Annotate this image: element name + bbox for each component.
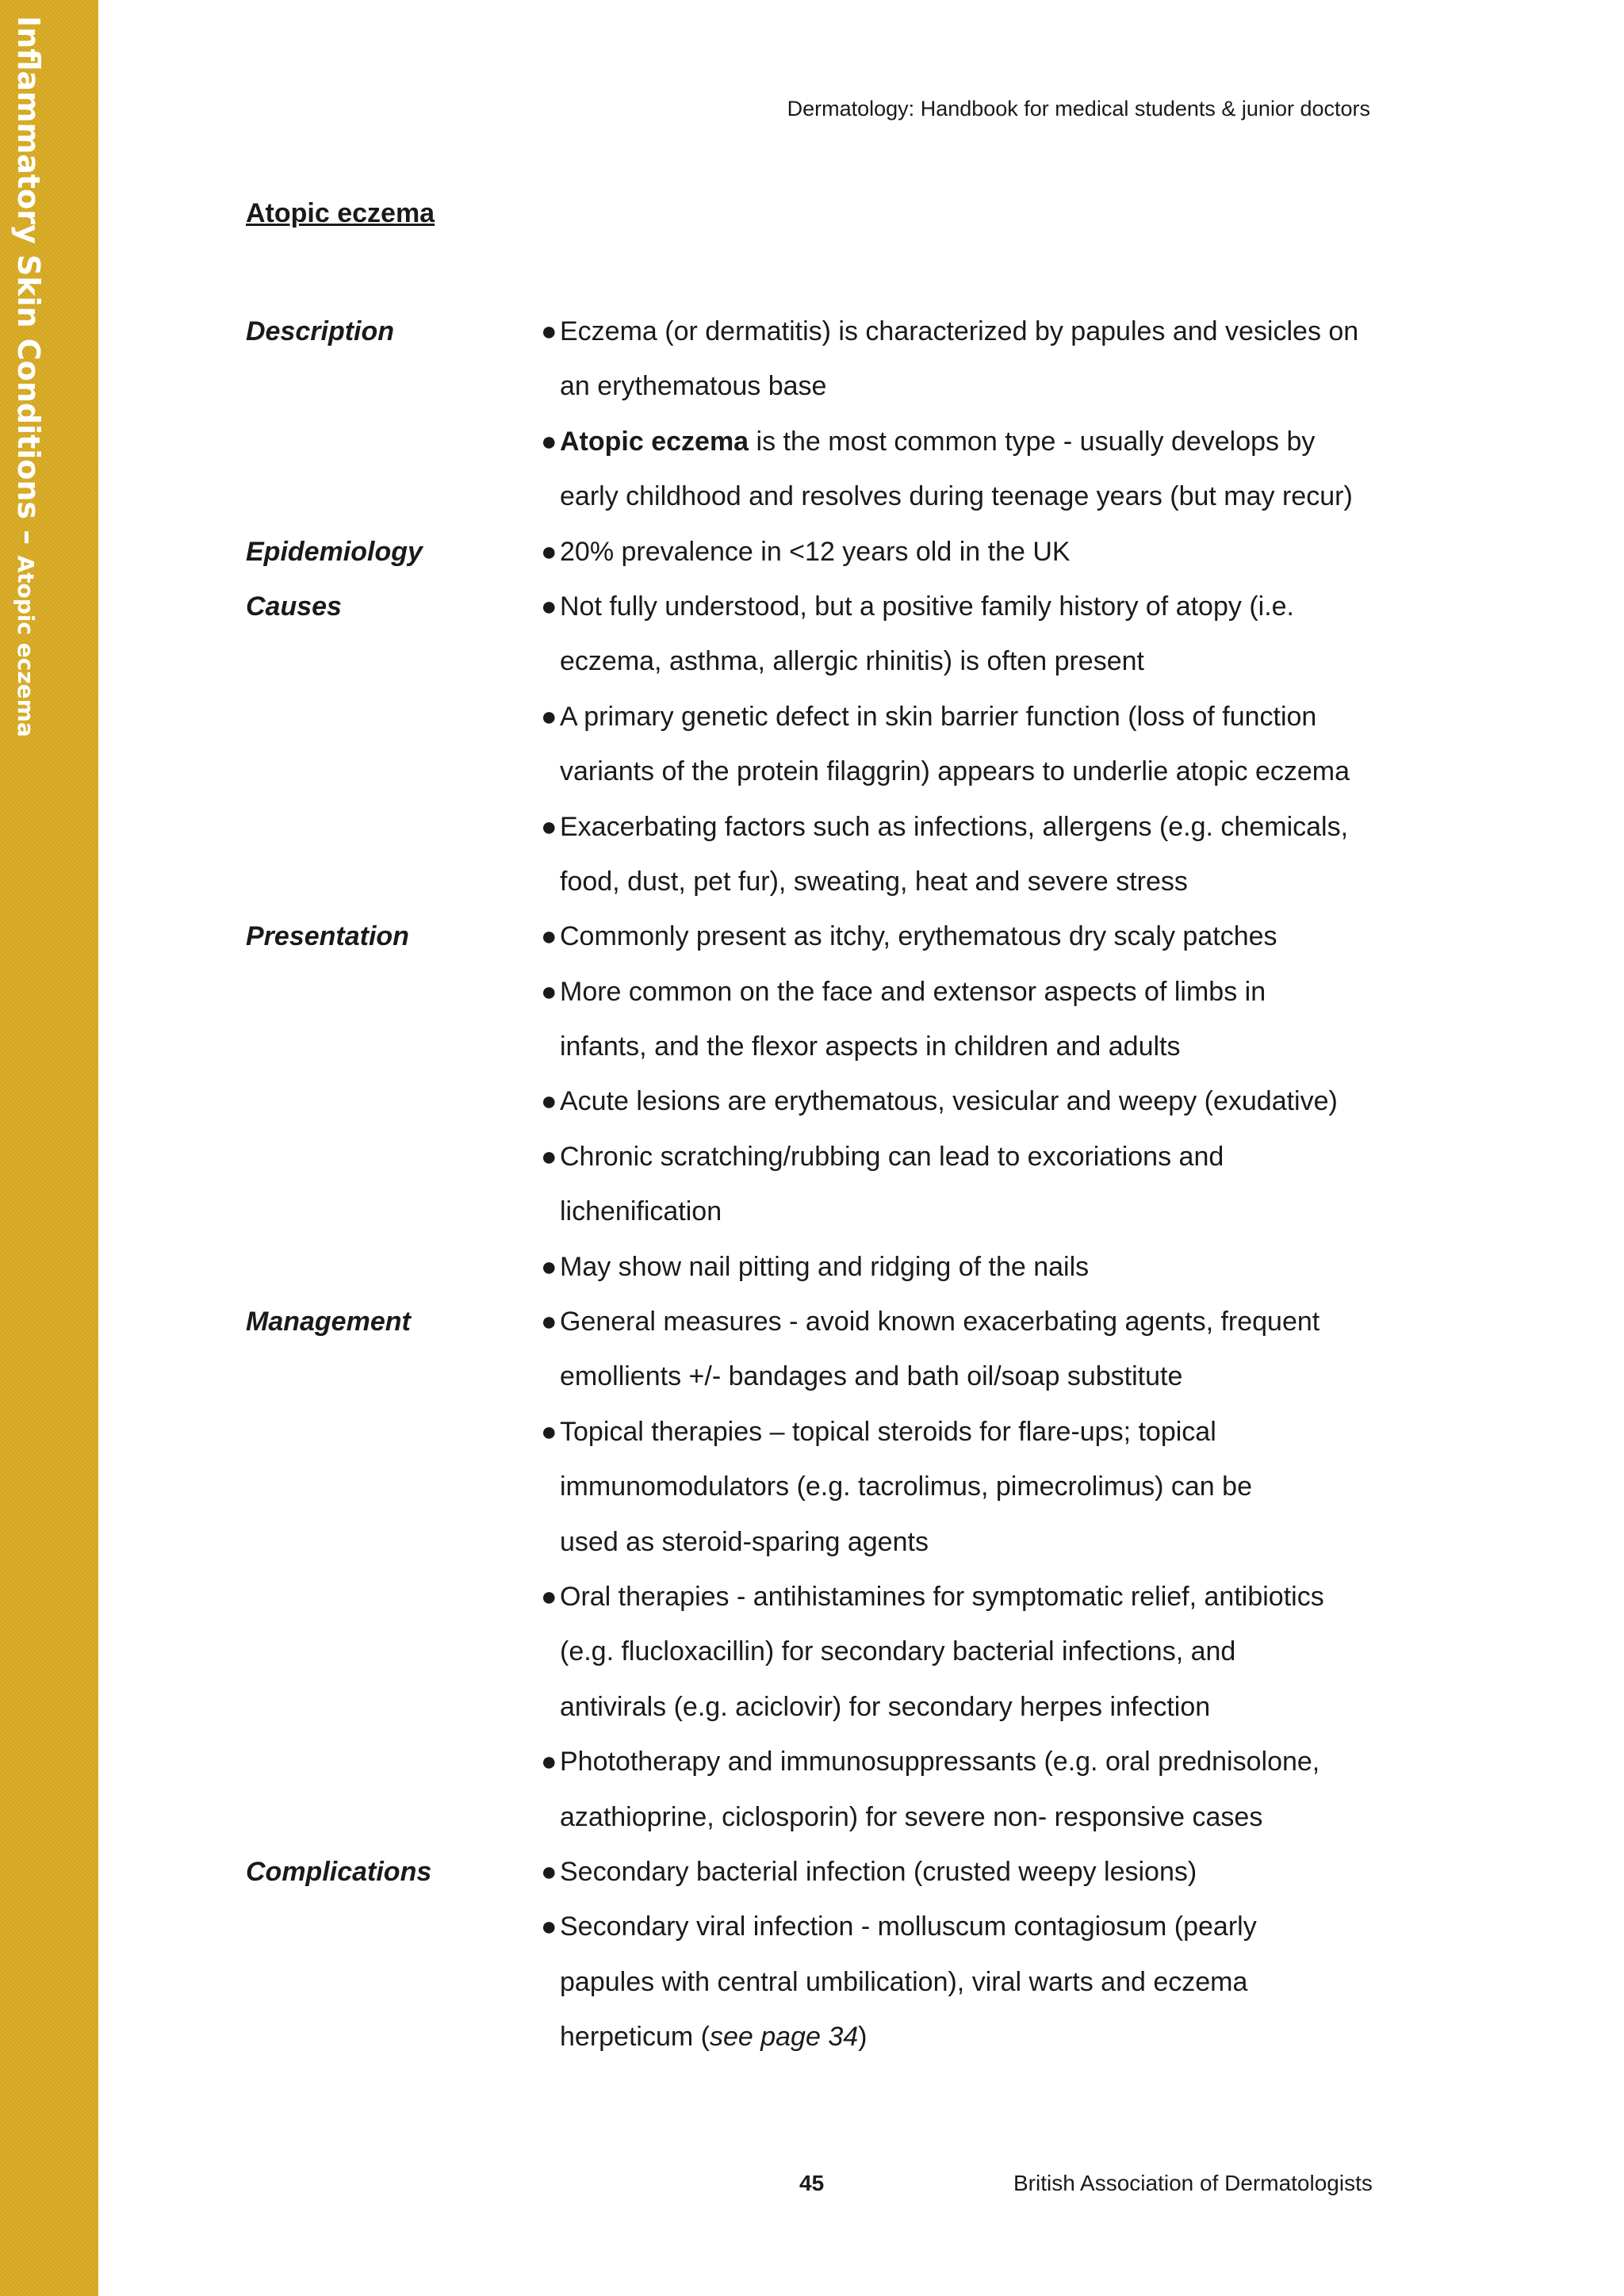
line-text-body: 20% prevalence in <12 years old in the UK xyxy=(560,536,1071,567)
content-line xyxy=(246,580,1388,634)
bullet-icon: ● xyxy=(541,1416,557,1447)
line-text-body: Acute lesions are erythematous, vesicular and weepy (exudative) xyxy=(560,1086,1338,1117)
content-line xyxy=(246,634,1388,689)
line-text-body: is the most common type - usually develops by xyxy=(749,426,1316,457)
line-text xyxy=(560,359,826,414)
line-text-body: food, dust, pet fur), sweating, heat and severe stress xyxy=(560,866,1188,897)
content-line xyxy=(246,1349,1388,1404)
line-text-body: More common on the face and extensor aspects of limbs in xyxy=(560,976,1266,1007)
line-text xyxy=(560,1680,1210,1735)
bullet-icon: ● xyxy=(541,921,557,952)
bullet-icon: ● xyxy=(541,1086,557,1117)
content-line xyxy=(246,744,1388,799)
bullet-icon: ● xyxy=(541,1141,557,1172)
line-text xyxy=(560,525,1071,580)
line-text xyxy=(560,1405,1216,1460)
content-line xyxy=(246,304,1388,359)
content-line xyxy=(246,1460,1388,1514)
bullet-icon: ● xyxy=(541,536,557,567)
line-text-tail: ) xyxy=(858,2022,868,2053)
line-text-body: Secondary viral infection - molluscum contagiosum (pearly xyxy=(560,1911,1257,1942)
line-text-body: A primary genetic defect in skin barrier function (loss of function xyxy=(560,701,1317,732)
section-label: Management xyxy=(246,1307,411,1337)
line-text-body: Phototherapy and immunosuppressants (e.g. oral prednisolone, xyxy=(560,1747,1320,1777)
line-text-body: immunomodulators (e.g. tacrolimus, pimecrolimus) can be xyxy=(560,1471,1252,1502)
line-text xyxy=(560,965,1266,1020)
line-text-body: herpeticum ( xyxy=(560,2022,710,2053)
section-label: Complications xyxy=(246,1856,432,1887)
line-text xyxy=(560,415,1315,469)
sidebar-label xyxy=(11,16,46,737)
line-text xyxy=(560,800,1348,855)
content-table xyxy=(246,304,1388,2065)
content-line xyxy=(246,800,1388,855)
bullet-icon: ● xyxy=(541,1581,557,1612)
bullet-icon: ● xyxy=(541,1251,557,1282)
sidebar-band xyxy=(0,0,98,2296)
line-text-body: Exacerbating factors such as infections, allergens (e.g. chemicals, xyxy=(560,811,1349,842)
section-label: Causes xyxy=(246,591,342,622)
bullet-icon: ● xyxy=(541,811,557,842)
line-text xyxy=(560,304,1358,359)
line-text xyxy=(560,1515,929,1570)
line-text xyxy=(560,2010,867,2064)
page-title: Atopic eczema xyxy=(246,198,435,228)
line-text-body: Not fully understood, but a positive family history of atopy (i.e. xyxy=(560,591,1295,622)
line-text xyxy=(560,580,1294,634)
bullet-icon: ● xyxy=(541,316,557,346)
sidebar-topic: Atopic eczema xyxy=(13,555,39,737)
line-text-body: Secondary bacterial infection (crusted weepy lesions) xyxy=(560,1856,1197,1887)
line-text-body: General measures - avoid known exacerbating agents, frequent xyxy=(560,1307,1320,1337)
line-text xyxy=(560,1900,1257,1954)
sidebar-section-title: Inflammatory Skin Conditions – xyxy=(11,16,46,556)
line-text xyxy=(560,1955,1247,2010)
line-text-body: Topical therapies – topical steroids for flare-ups; topical xyxy=(560,1416,1216,1447)
line-text xyxy=(560,909,1277,964)
line-text xyxy=(560,1130,1224,1184)
line-text-body: azathioprine, ciclosporin) for severe non- responsive cases xyxy=(560,1801,1263,1832)
line-text-body: early childhood and resolves during teenage years (but may recur) xyxy=(560,481,1353,512)
line-text xyxy=(560,1624,1235,1679)
content-line xyxy=(246,909,1388,964)
line-text-body: infants, and the flexor aspects in children and adults xyxy=(560,1031,1181,1062)
content-line xyxy=(246,469,1388,524)
line-text-body: Oral therapies - antihistamines for symptomatic relief, antibiotics xyxy=(560,1581,1324,1612)
content-line xyxy=(246,1405,1388,1460)
content-line xyxy=(246,855,1388,909)
line-text xyxy=(560,744,1350,799)
line-text xyxy=(560,1349,1182,1404)
line-text-body: used as steroid-sparing agents xyxy=(560,1526,929,1557)
line-text xyxy=(560,1735,1320,1789)
content-line xyxy=(246,1955,1388,2010)
line-text xyxy=(560,1570,1324,1624)
content-line xyxy=(246,525,1388,580)
content-line xyxy=(246,1074,1388,1129)
bullet-icon: ● xyxy=(541,591,557,622)
line-text-body: Chronic scratching/rubbing can lead to excoriations and xyxy=(560,1141,1224,1172)
line-text xyxy=(560,469,1353,524)
line-text-body: an erythematous base xyxy=(560,371,827,402)
line-text-body: Commonly present as itchy, erythematous dry scaly patches xyxy=(560,921,1277,952)
section-label: Epidemiology xyxy=(246,536,423,567)
content-line xyxy=(246,1900,1388,1954)
line-text xyxy=(560,1845,1197,1900)
content-line xyxy=(246,1295,1388,1349)
content-line xyxy=(246,415,1388,469)
line-text xyxy=(560,634,1144,689)
section-label: Description xyxy=(246,316,395,346)
content-line xyxy=(246,1845,1388,1900)
line-text-body: variants of the protein filaggrin) appears to underlie atopic eczema xyxy=(560,756,1350,787)
line-text xyxy=(560,1240,1089,1295)
content-line xyxy=(246,2010,1388,2064)
line-text-body: (e.g. flucloxacillin) for secondary bacterial infections, and xyxy=(560,1636,1236,1667)
line-text-body: eczema, asthma, allergic rhinitis) is often present xyxy=(560,646,1144,677)
line-text xyxy=(560,690,1316,744)
content-line xyxy=(246,690,1388,744)
bullet-icon: ● xyxy=(541,1307,557,1337)
content-line xyxy=(246,1130,1388,1184)
bullet-icon: ● xyxy=(541,976,557,1007)
line-text-body: lichenification xyxy=(560,1196,722,1227)
section-label: Presentation xyxy=(246,921,409,952)
content-line xyxy=(246,965,1388,1020)
content-line xyxy=(246,1570,1388,1624)
line-text xyxy=(560,855,1188,909)
content-line xyxy=(246,1515,1388,1570)
bullet-icon: ● xyxy=(541,701,557,732)
line-text xyxy=(560,1074,1338,1129)
line-text xyxy=(560,1020,1180,1074)
line-text-body: Eczema (or dermatitis) is characterized by papules and vesicles on xyxy=(560,316,1359,346)
line-text-body: May show nail pitting and ridging of the nails xyxy=(560,1251,1090,1282)
line-text xyxy=(560,1295,1320,1349)
content-line xyxy=(246,1184,1388,1239)
page-reference: see page 34 xyxy=(709,2022,859,2053)
page-number: 45 xyxy=(799,2171,825,2195)
content-line xyxy=(246,1680,1388,1735)
line-text xyxy=(560,1460,1252,1514)
line-text xyxy=(560,1790,1262,1845)
bullet-icon: ● xyxy=(541,426,557,457)
bullet-icon: ● xyxy=(541,1911,557,1942)
line-text-body: papules with central umbilication), viral warts and eczema xyxy=(560,1966,1248,1997)
running-header: Dermatology: Handbook for medical students & junior doctors xyxy=(787,97,1370,121)
bullet-icon: ● xyxy=(541,1856,557,1887)
bold-term: Atopic eczema xyxy=(560,426,749,457)
line-text-body: antivirals (e.g. aciclovir) for secondary herpes infection xyxy=(560,1691,1211,1722)
content-line xyxy=(246,1020,1388,1074)
content-line xyxy=(246,1790,1388,1845)
content-line xyxy=(246,1735,1388,1789)
line-text xyxy=(560,1184,722,1239)
content-line xyxy=(246,1240,1388,1295)
line-text-body: emollients +/- bandages and bath oil/soap substitute xyxy=(560,1361,1183,1392)
content-line xyxy=(246,1624,1388,1679)
bullet-icon: ● xyxy=(541,1747,557,1777)
footer-organization: British Association of Dermatologists xyxy=(1013,2171,1373,2195)
content-line xyxy=(246,359,1388,414)
